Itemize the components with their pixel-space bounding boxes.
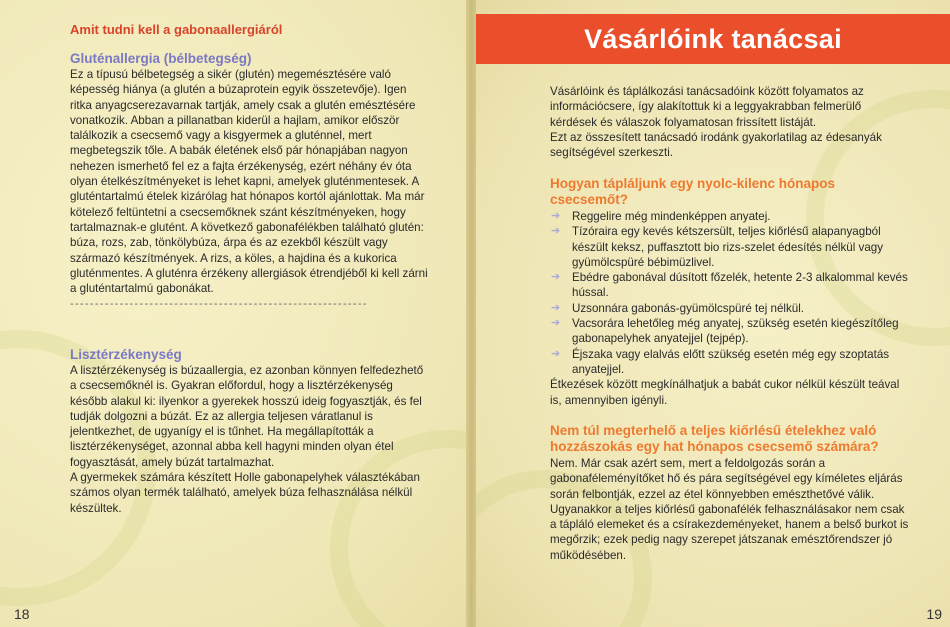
faq-feeding — [550, 176, 910, 408]
section-gluten — [70, 51, 430, 310]
title-banner — [476, 14, 950, 64]
list-item — [550, 270, 910, 301]
liszt-body: A lisztérzékenység is búzaallergia, ez azonban könnyen felfedezhető a csecsemőknél is. Gyakran előfordul, hogy a lisztérzékenység később alakul ki: ilyenkor a gyerekek hosszú ideig fogyasztják, és fel tudják dolgozni a búzát. Ez az allergia teljesen váratlanul is jelentkezhet, de ugyanígy el is tűnhet. Ha megállapították a lisztérzékenységet, azonnal abba kell hagyni minden olyan étel fogyasztását, amely búzát tartalmazhat. — [70, 364, 424, 469]
list-item-text: Éjszaka vagy elalvás előtt szükség esetén még egy szoptatás anyatejjel. — [572, 347, 890, 376]
arrow-right-icon: ➔ — [551, 225, 561, 238]
faq-feeding-after: Étkezések között megkínálhatjuk a babát cukor nélkül készült teával is, amennyiben igényli. — [550, 378, 900, 407]
faq-wholegrain-answer-2: Ugyanakkor a teljes kiőrlésű gabonafélék felhasználásakor nem csak a tápláló elemeket és a csírakezdeményeket, hanem a belső burkot is megőrzik; ezek pedig nagy szerepet játszanak emésztőrendszer jó működésében. — [550, 502, 909, 562]
list-item-text: Uzsonnára gabonás-gyümölcspüré tej nélkül. — [572, 301, 805, 315]
page-number-left: 18 — [14, 606, 30, 622]
feeding-list — [550, 209, 910, 377]
list-item-text: Tízóraira egy kevés kétszersült, teljes kiőrlésű alapanyagból készült keksz, puffasztott bio rizs-szelet édesítés nélkül vagy gyümölcspüré bébimüzlivel. — [572, 225, 884, 269]
list-item-text: Reggelire még mindenképpen anyatej. — [572, 210, 771, 223]
arrow-right-icon: ➔ — [551, 317, 561, 330]
list-item — [550, 224, 910, 270]
liszt-body-holle: A gyermekek számára készített Holle gabonapelyhek választékában számos olyan termék található, amelyek búza felhasználása nélkül készültek. — [70, 471, 420, 515]
intro-block — [550, 84, 910, 160]
left-page-title: Amit tudni kell a gabonaallergiáról — [70, 22, 283, 37]
arrow-right-icon: ➔ — [551, 301, 561, 314]
intro-paragraph: Vásárlóink és táplálkozási tanácsadóink között folyamatos az információcsere, így alakítottuk ki a leggyakrabban felmerülő kérdések és válaszok folyamatosan frissített listáját. — [550, 85, 864, 129]
faq-wholegrain — [550, 423, 910, 563]
liszt-heading: Lisztérzékenység — [70, 347, 182, 362]
list-item — [550, 209, 910, 224]
left-page — [0, 0, 468, 627]
section-divider: ------------------------------------------------------------ — [70, 298, 368, 311]
faq-wholegrain-answer: Nem. Már csak azért sem, mert a feldolgozás során a gabonaféleményítőket hő és pára segítségével egy kíméletes eljárás során felbontják, ezzel az étel könnyebben emészthetővé válik. — [550, 457, 903, 501]
gluten-heading: Gluténallergia (bélbetegség) — [70, 51, 252, 66]
list-item-text: Ebédre gabonával dúsított főzelék, hetente 2-3 alkalommal kevés hússal. — [572, 271, 908, 300]
list-item — [550, 301, 910, 316]
section-lisztererzekenyseg — [70, 347, 428, 516]
list-item — [550, 347, 910, 378]
gluten-body: Ez a típusú bélbetegség a sikér (glutén) megemésztésére való képesség hiánya (a glutén a búzaprotein egyik összetevője). Igen ritka anyagcserezavarnak tartják, amely csak a glutén emésztésére vonatkozik. Abban a pillanatban kiderül a hajlam, amikor először találkozik a csecsemő vagy a kisgyermek a gluténnel, mert megbetegszik tőle. A babák életének első pár hónapjában nagyon nehezen ismerhető fel ez a fajta érzékenység, ezért néhány év óta olyan ételkészítményeket is lehet kapni, amelyek gluténmentesek. A gluténtartalmú ételek kizárólag hat hónapos kortól ajánlottak. Ma már kötelező feltüntetni a csecsemőknek szánt készítményeken, hogy tartalmaznak-e glutént. A következő gabonafélékben található glutén: búza, rozs, zab, tönkölybúza, árpa és az ezekből készült vagy származó készítmények. A rizs, a köles, a hajdina és a kukorica gluténmentes. A gluténra érzékeny allergiások étrendjéből ki kell zárni a gluténtartalmú gabonákat. — [70, 68, 428, 296]
faq-wholegrain-heading: Nem túl megterhelő a teljes kiőrlésű ételekhez való hozzászokás egy hat hónapos csecsemő számára? — [550, 423, 879, 454]
intro-paragraph-2: Ezt az összesített tanácsadó irodánk gyakorlatilag az édesanyák segítségével szerkeszti. — [550, 130, 882, 160]
arrow-right-icon: ➔ — [551, 271, 561, 284]
arrow-right-icon: ➔ — [551, 210, 561, 222]
arrow-right-icon: ➔ — [551, 347, 561, 360]
faq-feeding-heading: Hogyan tápláljunk egy nyolc-kilenc hónapos csecsemőt? — [550, 176, 836, 207]
right-page — [476, 0, 950, 627]
list-item-text: Vacsorára lehetőleg még anyatej, szükség esetén kiegészítőleg gabonapelyhek anyatejjel (tejpép). — [572, 317, 899, 346]
page-number-right: 19 — [926, 606, 942, 622]
banner-title: Vásárlóink tanácsai — [584, 23, 842, 54]
list-item — [550, 316, 910, 347]
